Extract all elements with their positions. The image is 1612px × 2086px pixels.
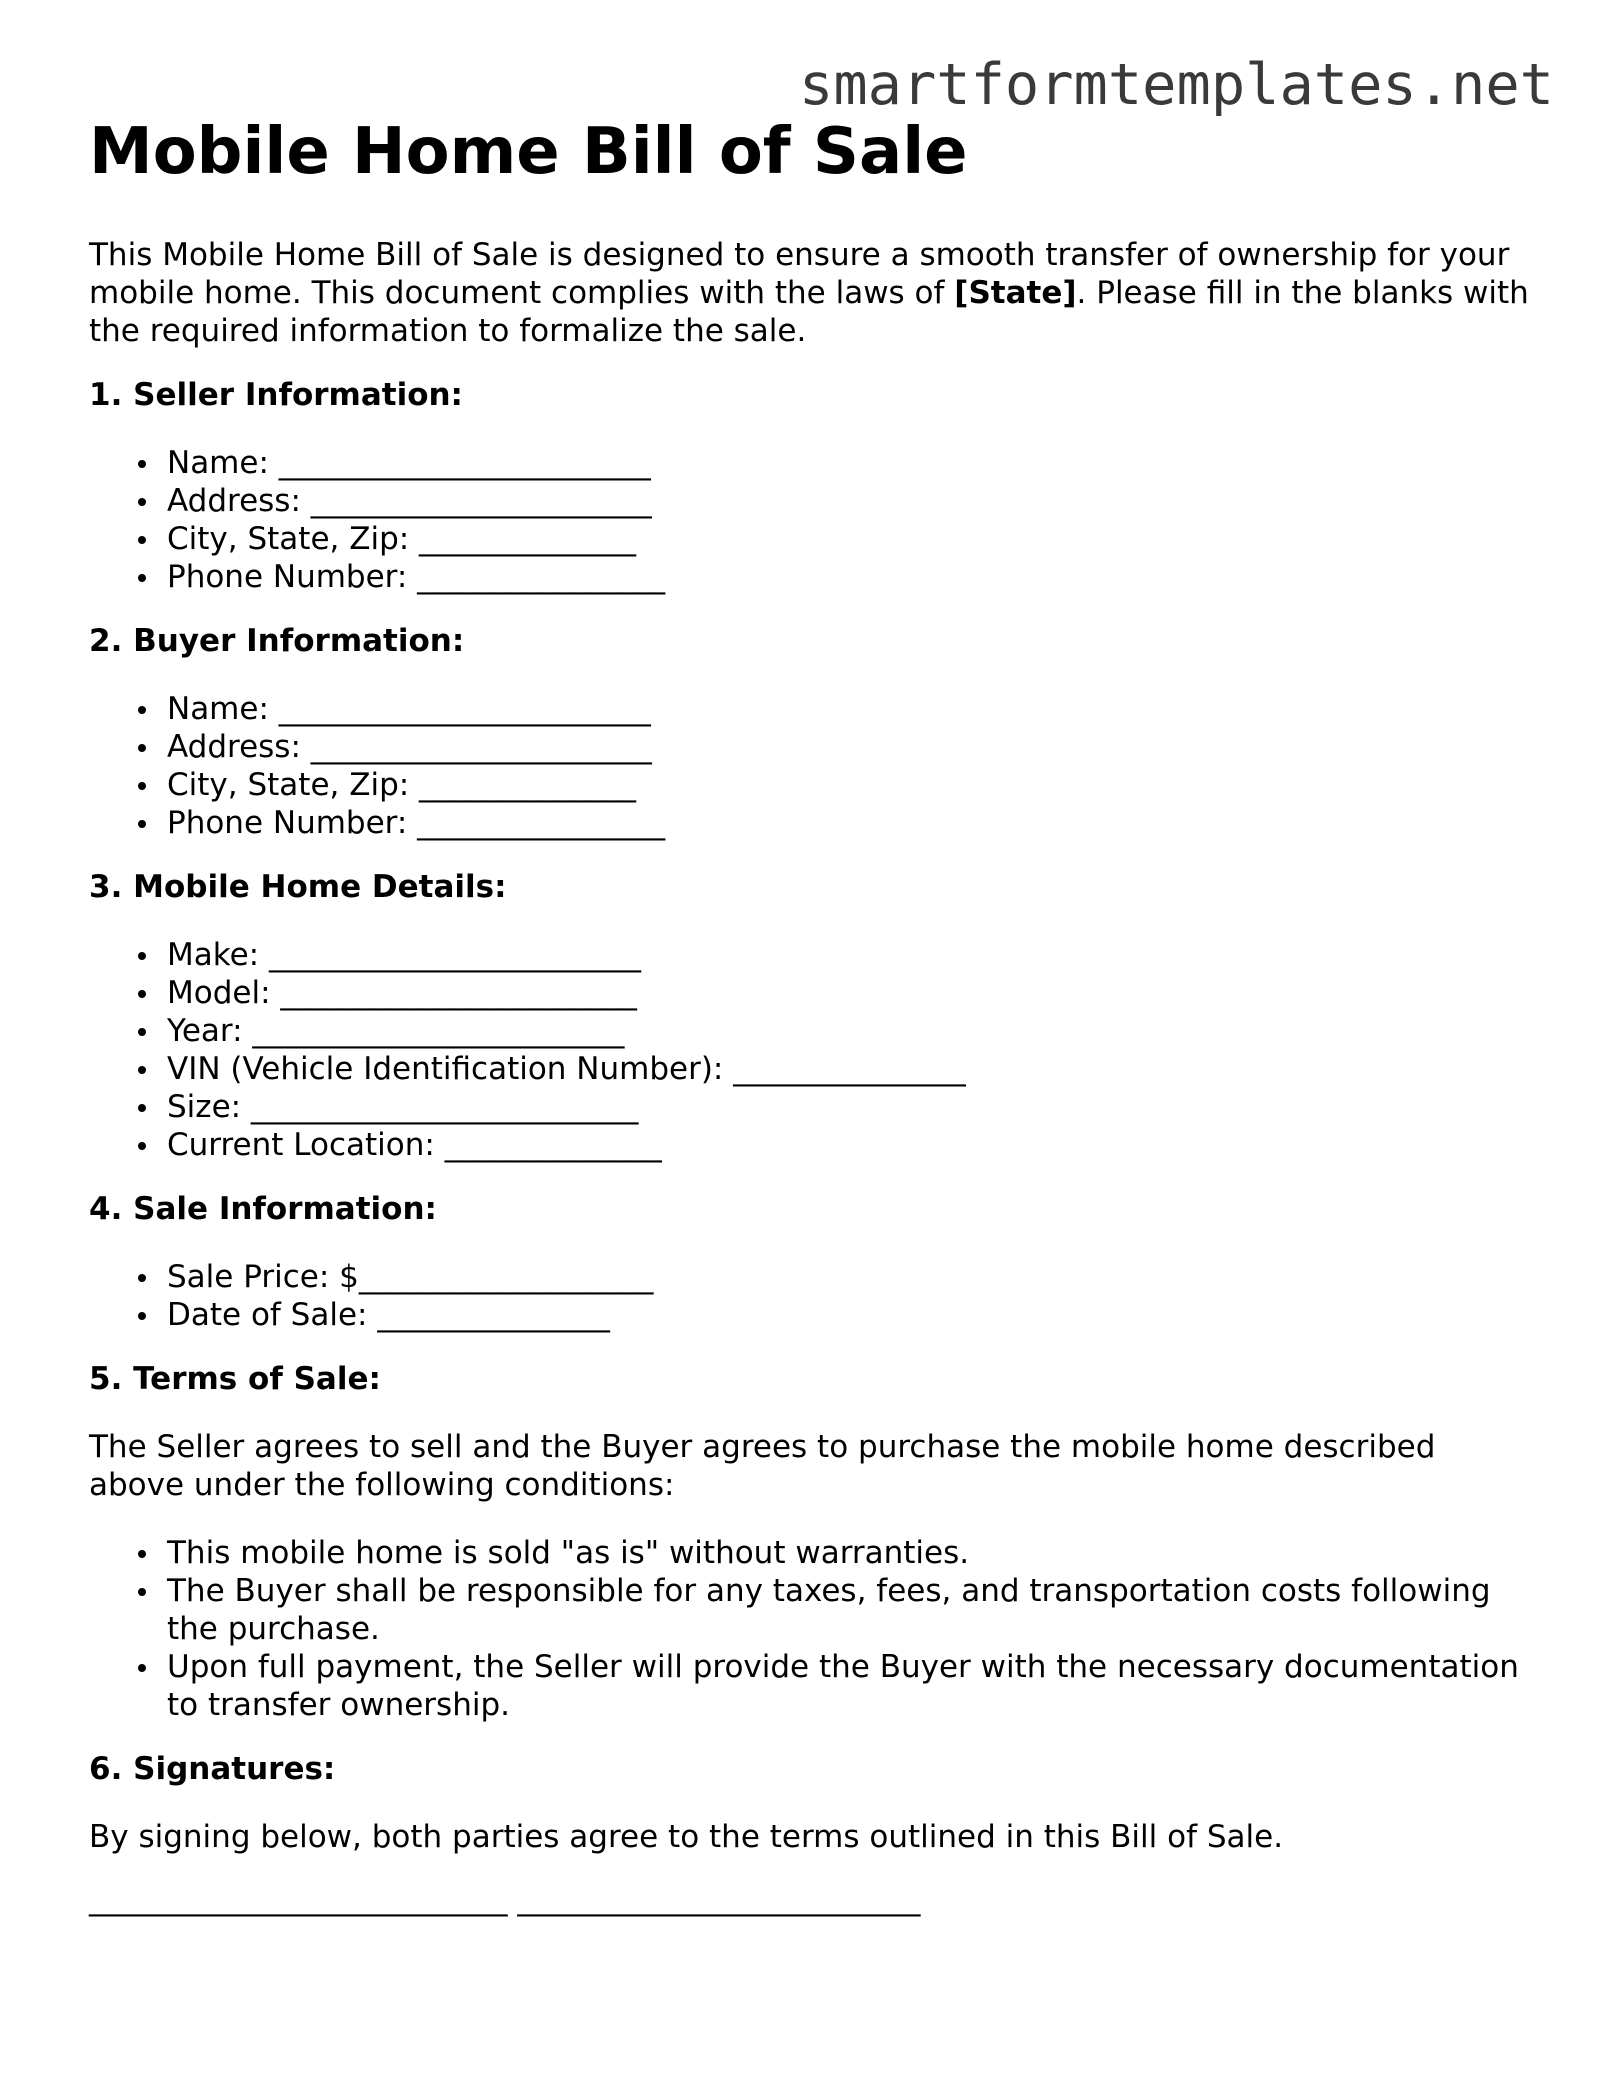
watermark: smartformtemplates.net — [799, 52, 1554, 118]
home-size-field[interactable]: Size: _________________________ — [167, 1088, 1529, 1126]
buyer-section-heading: 2. Buyer Information: — [89, 623, 465, 659]
buyer-name-field[interactable]: Name: ________________________ — [167, 690, 1529, 728]
intro-paragraph — [89, 236, 1529, 350]
home-details-list — [89, 936, 1529, 1164]
intro-text-after: . Please fill in the blanks with the required information to formalize the sale. — [89, 275, 1529, 349]
home-vin-field[interactable]: VIN (Vehicle Identification Number): _______________ — [167, 1050, 1529, 1088]
document-title: Mobile Home Bill of Sale — [89, 115, 968, 189]
terms-list — [89, 1534, 1529, 1724]
buyer-phone-field[interactable]: Phone Number: ________________ — [167, 804, 1529, 842]
home-location-field[interactable]: Current Location: ______________ — [167, 1126, 1529, 1164]
state-placeholder: [State] — [954, 275, 1077, 311]
seller-section-heading: 1. Seller Information: — [89, 377, 463, 413]
home-model-field[interactable]: Model: _______________________ — [167, 974, 1529, 1012]
signatures-heading: 6. Signatures: — [89, 1751, 336, 1787]
buyer-address-field[interactable]: Address: ______________________ — [167, 728, 1529, 766]
seller-info-list — [89, 444, 1529, 596]
terms-item: This mobile home is sold "as is" without warranties. — [167, 1534, 1529, 1572]
seller-phone-field[interactable]: Phone Number: ________________ — [167, 558, 1529, 596]
seller-address-field[interactable]: Address: ______________________ — [167, 482, 1529, 520]
document-page — [89, 115, 1529, 1918]
seller-city-state-zip-field[interactable]: City, State, Zip: ______________ — [167, 520, 1529, 558]
home-year-field[interactable]: Year: ________________________ — [167, 1012, 1529, 1050]
signature-lines[interactable]: ___________________________ __________________________ — [89, 1881, 921, 1917]
terms-item: Upon full payment, the Seller will provide the Buyer with the necessary documentation to transfer ownership. — [167, 1648, 1529, 1724]
intro-text-before: This Mobile Home Bill of Sale is designed to ensure a smooth transfer of ownership for your mobile home. This document complies with the laws of — [89, 237, 1510, 311]
home-make-field[interactable]: Make: ________________________ — [167, 936, 1529, 974]
sale-date-field[interactable]: Date of Sale: _______________ — [167, 1296, 1529, 1334]
sale-info-list — [89, 1258, 1529, 1334]
seller-name-field[interactable]: Name: ________________________ — [167, 444, 1529, 482]
home-details-heading: 3. Mobile Home Details: — [89, 869, 507, 905]
buyer-city-state-zip-field[interactable]: City, State, Zip: ______________ — [167, 766, 1529, 804]
terms-heading: 5. Terms of Sale: — [89, 1361, 381, 1397]
sale-info-heading: 4. Sale Information: — [89, 1191, 437, 1227]
terms-paragraph: The Seller agrees to sell and the Buyer agrees to purchase the mobile home described above under the following conditions: — [89, 1429, 1436, 1503]
sale-price-field[interactable]: Sale Price: $___________________ — [167, 1258, 1529, 1296]
terms-item: The Buyer shall be responsible for any taxes, fees, and transportation costs following the purchase. — [167, 1572, 1529, 1648]
signatures-paragraph: By signing below, both parties agree to the terms outlined in this Bill of Sale. — [89, 1819, 1284, 1855]
buyer-info-list — [89, 690, 1529, 842]
